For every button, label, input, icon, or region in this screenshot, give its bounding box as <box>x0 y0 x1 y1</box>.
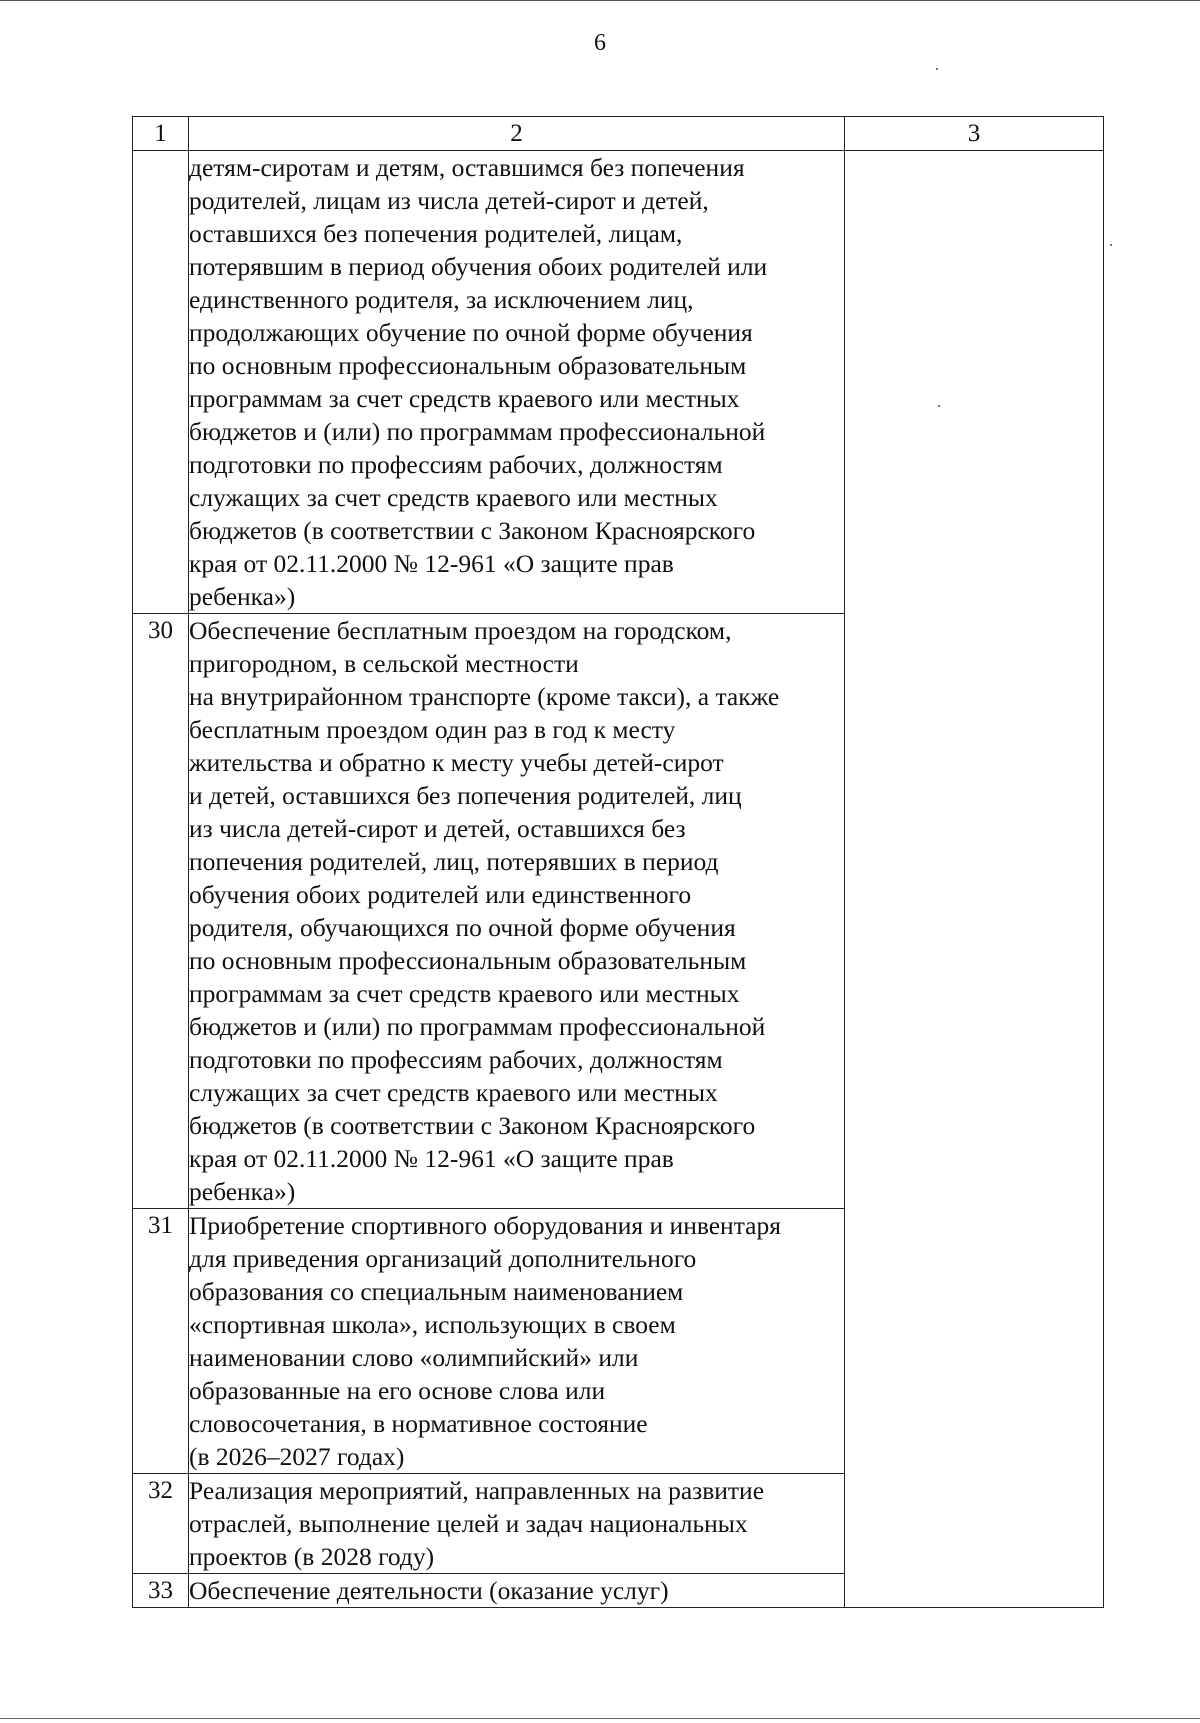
description-line: проектов (в 2028 году) <box>189 1542 435 1571</box>
header-row <box>133 117 1104 151</box>
scan-speck <box>1110 244 1112 246</box>
row-description <box>189 614 845 1209</box>
row-number: 32 <box>133 1474 189 1574</box>
scan-speck <box>936 68 938 70</box>
description-line: попечения родителей, лиц, потерявших в период <box>189 847 719 876</box>
description-line: родителей, лицам из числа детей-сирот и детей, <box>189 186 709 215</box>
description-line: служащих за счет средств краевого или местных <box>189 1078 718 1107</box>
description-line: детям-сиротам и детям, оставшимся без попечения <box>189 153 745 182</box>
description-line: края от 02.11.2000 № 12-961 «О защите прав <box>189 549 674 578</box>
description-line: родителя, обучающихся по очной форме обучения <box>189 913 736 942</box>
row-number <box>133 151 189 614</box>
description-line: Реализация мероприятий, направленных на развитие <box>189 1476 765 1505</box>
table-header <box>133 117 1104 151</box>
row-number: 33 <box>133 1574 189 1608</box>
description-line: бюджетов (в соответствии с Законом Красноярского <box>189 516 756 545</box>
column-3-cell <box>845 151 1104 1608</box>
description-line: оставшихся без попечения родителей, лицам, <box>189 219 683 248</box>
description-line: «спортивная школа», использующих в своем <box>189 1310 676 1339</box>
description-line: подготовки по профессиям рабочих, должностям <box>189 1045 723 1074</box>
table-row-continued <box>133 151 1104 614</box>
document-table <box>132 116 1104 1608</box>
description-line: и детей, оставшихся без попечения родителей, лиц <box>189 781 742 810</box>
description-line: ребенка») <box>189 582 296 611</box>
description-line: программам за счет средств краевого или местных <box>189 384 740 413</box>
description-line: словосочетания, в нормативное состояние <box>189 1409 648 1438</box>
description-line: Обеспечение деятельности (оказание услуг) <box>189 1576 669 1605</box>
header-col-2: 2 <box>189 117 845 151</box>
description-line: образования со специальным наименованием <box>189 1277 684 1306</box>
description-line: потерявшим в период обучения обоих родителей или <box>189 252 768 281</box>
description-line: Обеспечение бесплатным проездом на городском, <box>189 616 732 645</box>
description-line: обучения обоих родителей или единственного <box>189 880 692 909</box>
description-line: для приведения организаций дополнительного <box>189 1244 697 1273</box>
row-description <box>189 1574 845 1608</box>
description-line: жительства и обратно к месту учебы детей-сирот <box>189 748 724 777</box>
row-description <box>189 151 845 614</box>
description-line: по основным профессиональным образовательным <box>189 946 747 975</box>
description-line: пригородном, в сельской местности <box>189 649 579 678</box>
page-number: 6 <box>594 30 606 56</box>
description-line: по основным профессиональным образовательным <box>189 351 747 380</box>
description-line: на внутрирайонном транспорте (кроме такси), а также <box>189 682 780 711</box>
description-line: (в 2026–2027 годах) <box>189 1442 405 1471</box>
row-number: 30 <box>133 614 189 1209</box>
description-line: продолжающих обучение по очной форме обучения <box>189 318 753 347</box>
description-line: подготовки по профессиям рабочих, должностям <box>189 450 723 479</box>
description-line: бюджетов (в соответствии с Законом Красноярского <box>189 1111 756 1140</box>
description-line: бесплатным проездом один раз в год к месту <box>189 715 676 744</box>
description-line: края от 02.11.2000 № 12-961 «О защите прав <box>189 1144 674 1173</box>
description-line: бюджетов и (или) по программам профессиональной <box>189 417 766 446</box>
row-number: 31 <box>133 1209 189 1474</box>
description-line: бюджетов и (или) по программам профессиональной <box>189 1012 766 1041</box>
description-line: ребенка») <box>189 1177 296 1206</box>
description-line: образованные на его основе слова или <box>189 1376 606 1405</box>
header-col-1: 1 <box>133 117 189 151</box>
description-line: отраслей, выполнение целей и задач национальных <box>189 1509 748 1538</box>
description-line: наименовании слово «олимпийский» или <box>189 1343 639 1372</box>
page-top-edge <box>0 0 1200 1</box>
description-line: Приобретение спортивного оборудования и инвентаря <box>189 1211 781 1240</box>
table-body <box>133 151 1104 1608</box>
page-bottom-edge <box>0 1718 1200 1719</box>
description-line: служащих за счет средств краевого или местных <box>189 483 718 512</box>
description-line: программам за счет средств краевого или местных <box>189 979 740 1008</box>
row-description <box>189 1209 845 1474</box>
header-col-3: 3 <box>845 117 1104 151</box>
row-description <box>189 1474 845 1574</box>
description-line: единственного родителя, за исключением лиц, <box>189 285 694 314</box>
description-line: из числа детей-сирот и детей, оставшихся без <box>189 814 686 843</box>
